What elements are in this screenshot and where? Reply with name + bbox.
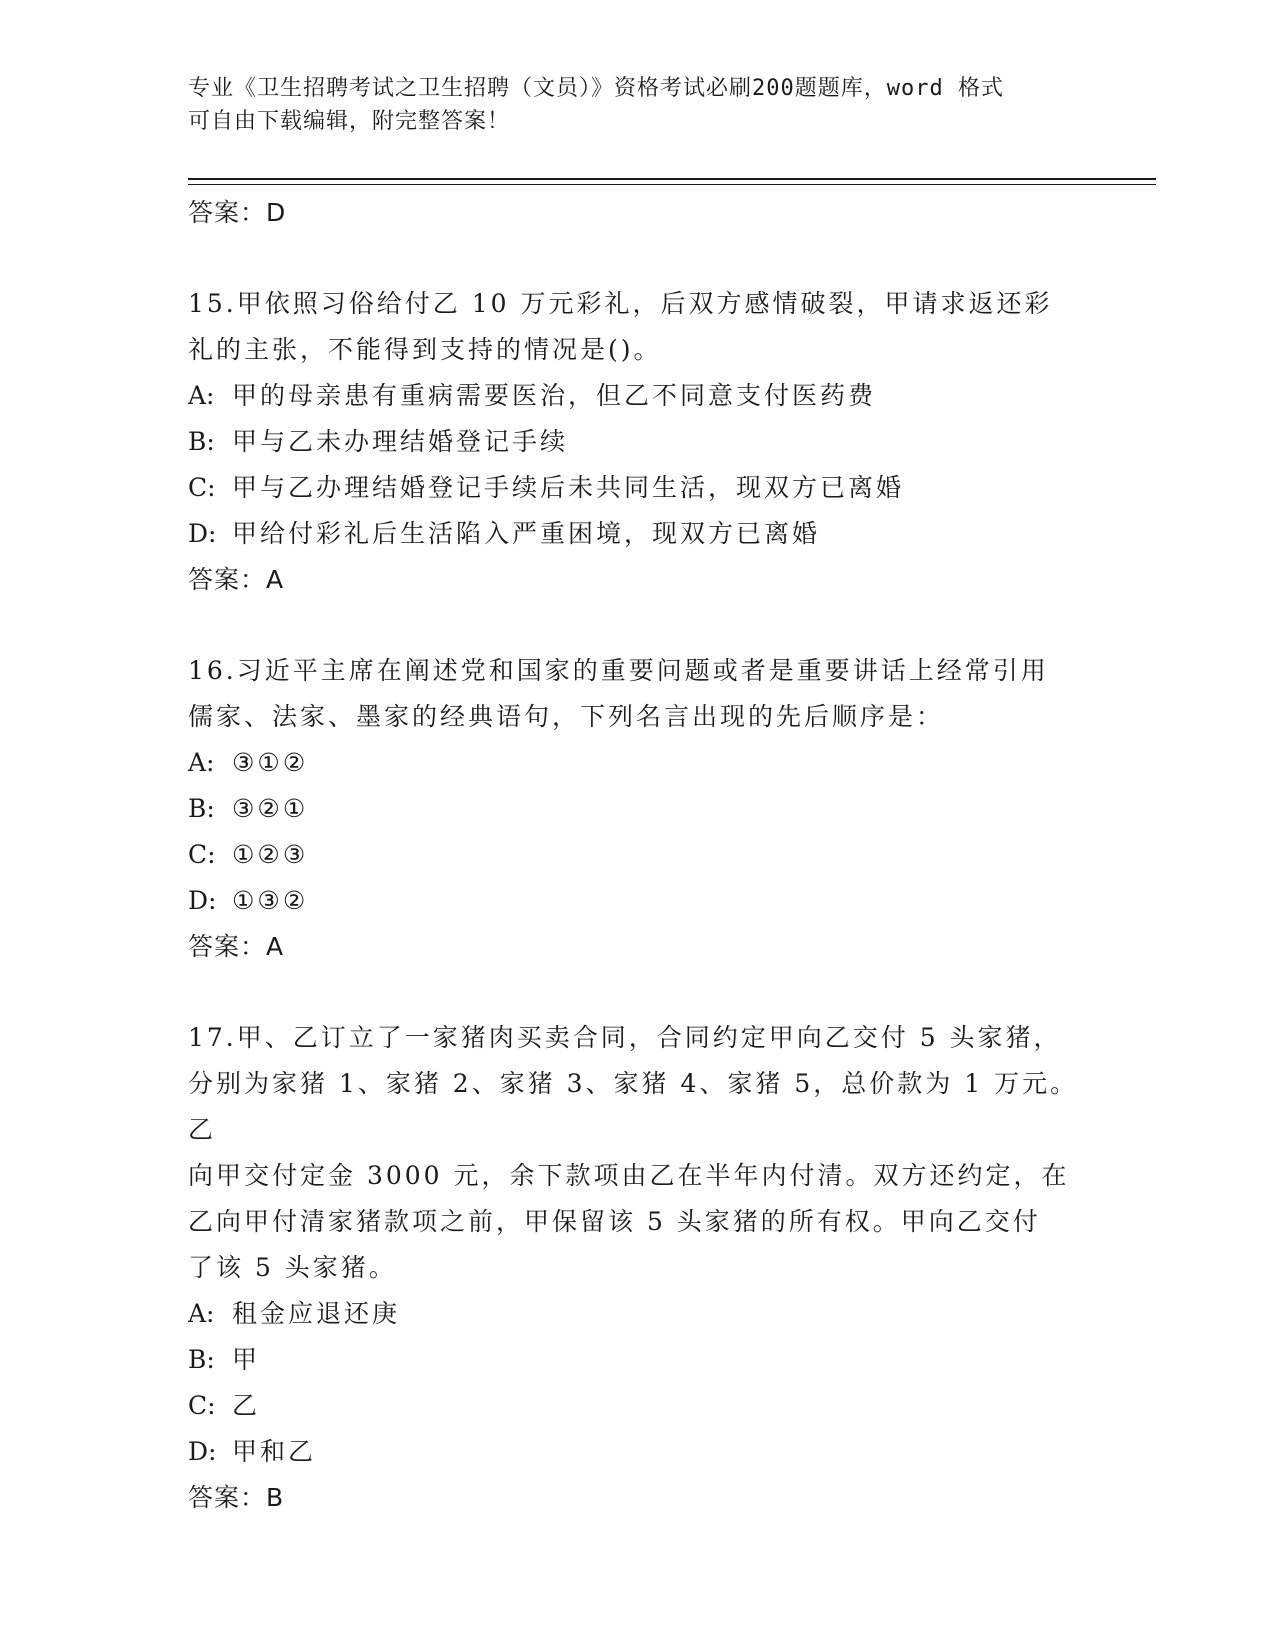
option-b [188,1337,1088,1383]
option-text: 甲的母亲患有重病需要医治，但乙不同意支付医药费 [232,381,877,410]
option-text: 甲与乙办理结婚登记手续后未共同生活，现双方已离婚 [232,473,905,502]
option-key: B: [188,794,215,823]
option-b [188,419,1088,465]
option-a [188,740,1088,786]
answer-q17: 答案：B [188,1483,285,1512]
option-key: C: [188,473,216,502]
option-key: A: [188,381,215,410]
option-key: D: [188,519,217,548]
question-text-line: 礼的主张，不能得到支持的情况是()。 [188,335,662,364]
option-a [188,1291,1088,1337]
option-text: ③②① [232,794,309,823]
question-15 [188,281,1088,603]
option-c [188,1383,1088,1429]
option-text: 甲 [232,1345,261,1374]
question-text-line: 17.甲、乙订立了一家猪肉买卖合同，合同约定甲向乙交付 5 头家猪， [188,1023,1062,1052]
spacer [188,236,1088,281]
option-a [188,373,1088,419]
option-text: ①③② [232,886,309,915]
option-key: A: [188,1299,215,1328]
question-text-line: 了该 5 头家猪。 [188,1253,397,1282]
option-c [188,832,1088,878]
header-line-2: 可自由下载编辑，附完整答案！ [188,109,511,134]
option-d [188,878,1088,924]
option-key: D: [188,886,217,915]
option-key: B: [188,1345,215,1374]
option-text: ①②③ [232,840,309,869]
option-text: 甲与乙未办理结婚登记手续 [232,427,569,456]
question-text-line: 16.习近平主席在阐述党和国家的重要问题或者是重要讲话上经常引用 [188,656,1049,685]
option-key: D: [188,1437,217,1466]
header-rule-thick [188,178,1156,180]
option-text: 甲给付彩礼后生活陷入严重困境，现双方已离婚 [232,519,821,548]
spacer [188,603,1088,648]
option-key: C: [188,840,216,869]
option-key: B: [188,427,215,456]
question-text-line: 乙向甲付清家猪款项之前，甲保留该 5 头家猪的所有权。甲向乙交付 [188,1207,1041,1236]
question-text-line: 15.甲依照习俗给付乙 10 万元彩礼，后双方感情破裂，甲请求返还彩 [188,289,1053,318]
question-text-line: 向甲交付定金 3000 元，余下款项由乙在半年内付清。双方还约定，在 [188,1161,1070,1190]
question-list [188,190,1088,1521]
question-text-line: 分别为家猪 1、家猪 2、家猪 3、家猪 4、家猪 5，总价款为 1 万元。乙 [188,1069,1079,1144]
option-key: A: [188,748,215,777]
option-b [188,786,1088,832]
option-key: C: [188,1391,216,1420]
option-d [188,511,1088,557]
page-header [188,72,1088,138]
answer-q16: 答案：A [188,932,285,961]
option-text: ③①② [232,748,309,777]
option-d [188,1429,1088,1475]
question-17 [188,1015,1088,1521]
header-line-1: 专业《卫生招聘考试之卫生招聘（文员）》资格考试必刷200题题库，word 格式 [188,76,1004,101]
question-text-line: 儒家、法家、墨家的经典语句，下列名言出现的先后顺序是： [188,702,945,731]
option-text: 乙 [232,1391,261,1420]
spacer [188,970,1088,1015]
option-text: 租金应退还庚 [232,1299,401,1328]
question-16 [188,648,1088,970]
answer-q14: 答案：D [188,198,287,227]
option-c [188,465,1088,511]
option-text: 甲和乙 [232,1437,317,1466]
answer-q15: 答案：A [188,565,285,594]
header-rule-thin [188,184,1156,185]
